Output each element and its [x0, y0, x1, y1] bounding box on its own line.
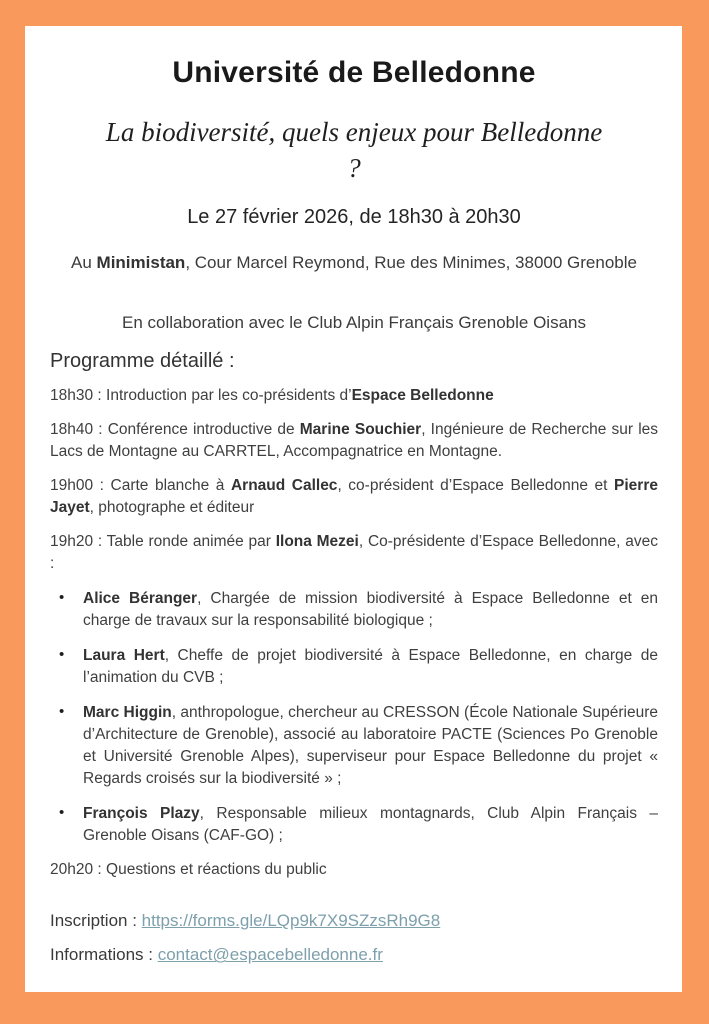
program-item-19h00: 19h00 : Carte blanche à Arnaud Callec, co-président d’Espace Belledonne et Pierre Jayet, photographe et éditeur — [50, 477, 658, 517]
event-datetime: Le 27 février 2026, de 18h30 à 20h30 — [187, 206, 521, 229]
page-title: Université de Belledonne — [172, 56, 536, 89]
registration-label: Inscription : — [50, 911, 142, 931]
event-subtitle: La biodiversité, quels enjeux pour Belledonne ? — [105, 116, 603, 183]
speaker-item: • Marc Higgin, anthropologue, chercheur au CRESSON (École Nationale Supérieure d’Architecture de Grenoble), associé au laboratoire PACTE (Sciences Po Grenoble et Université Grenoble Alpes), superviseur pour Espace Belledonne du projet « Regards croisés sur la biodiversité » ; — [50, 702, 658, 790]
program-item-20h20: 20h20 : Questions et réactions du public — [50, 861, 327, 879]
program-item-19h20: 19h20 : Table ronde animée par Ilona Mezei, Co-présidente d’Espace Belledonne, avec : — [50, 533, 658, 573]
info-email-link[interactable]: contact@espacebelledonne.fr — [157, 945, 383, 965]
speakers-list — [50, 588, 658, 847]
event-venue: Au Minimistan, Cour Marcel Reymond, Rue des Minimes, 38000 Grenoble — [71, 253, 637, 273]
flyer-content-panel — [25, 26, 682, 992]
program-heading: Programme détaillé : — [50, 350, 235, 373]
contact-section — [50, 911, 658, 965]
program-item-18h30: 18h30 : Introduction par les co-présidents d’Espace Belledonne — [50, 387, 494, 405]
registration-link[interactable]: https://forms.gle/LQp9k7X9SZzsRh9G8 — [141, 911, 441, 931]
program-item-18h40: 18h40 : Conférence introductive de Marine Souchier, Ingénieure de Recherche sur les Lacs de Montagne au CARRTEL, Accompagnatrice en Montagne. — [50, 421, 659, 461]
info-label: Informations : — [50, 945, 158, 965]
speaker-item: • Laura Hert, Cheffe de projet biodiversité à Espace Belledonne, en charge de l’animation du CVB ; — [50, 645, 658, 689]
speaker-item: • Alice Béranger, Chargée de mission biodiversité à Espace Belledonne et en charge de travaux sur la responsabilité biologique ; — [50, 588, 658, 632]
info-line — [50, 945, 658, 965]
collaboration-note: En collaboration avec le Club Alpin Français Grenoble Oisans — [122, 313, 586, 333]
registration-line — [50, 911, 658, 931]
speaker-item: • François Plazy, Responsable milieux montagnards, Club Alpin Français – Grenoble Oisans (CAF-GO) ; — [50, 803, 658, 847]
